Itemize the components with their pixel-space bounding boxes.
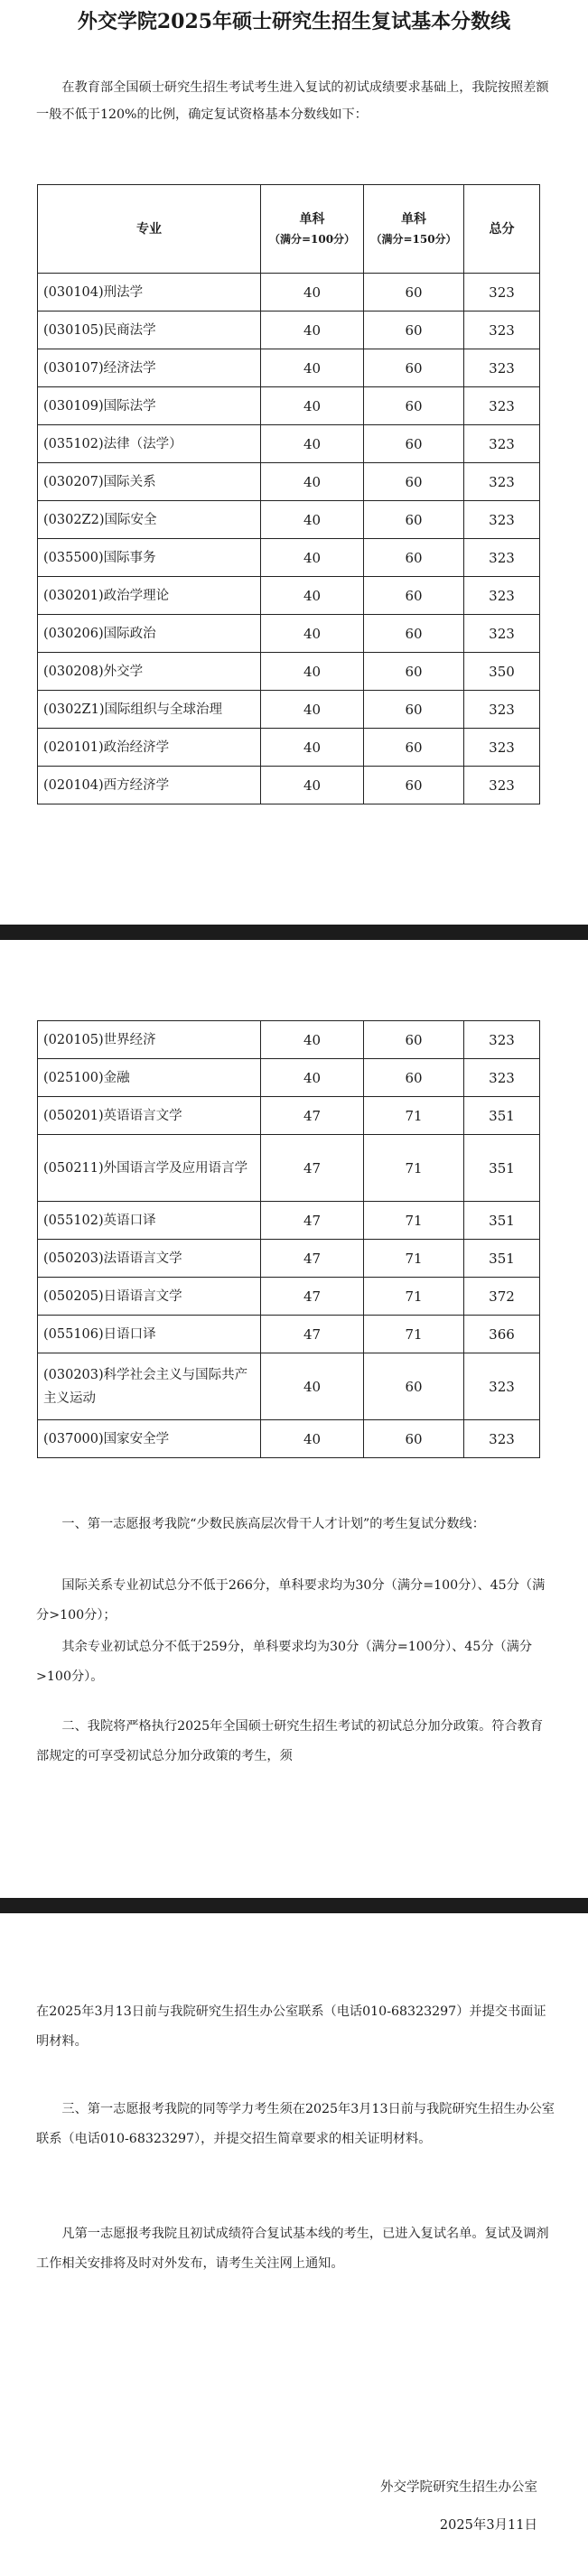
cell-major: (030201)政治学理论 [38, 577, 261, 615]
cell-single-100: 47 [261, 1278, 364, 1316]
cell-single-100: 40 [261, 615, 364, 653]
cell-single-150: 60 [364, 387, 464, 425]
table-row [38, 1021, 540, 1059]
cell-single-150: 71 [364, 1278, 464, 1316]
cell-single-150: 60 [364, 729, 464, 767]
cell-major: (030105)民商法学 [38, 312, 261, 349]
cell-single-150: 60 [364, 577, 464, 615]
cell-single-100: 40 [261, 463, 364, 501]
score-table-part1 [37, 184, 540, 804]
table-row [38, 577, 540, 615]
cell-single-150: 60 [364, 1353, 464, 1420]
cell-single-150: 60 [364, 312, 464, 349]
cell-single-150: 60 [364, 767, 464, 804]
cell-major: (025100)金融 [38, 1059, 261, 1097]
cell-single-100: 47 [261, 1202, 364, 1240]
cell-single-100: 40 [261, 387, 364, 425]
table-row [38, 1278, 540, 1316]
table-row [38, 1353, 540, 1420]
cell-single-150: 60 [364, 463, 464, 501]
cell-single-100: 40 [261, 501, 364, 539]
cell-single-150: 71 [364, 1316, 464, 1353]
cell-total: 323 [464, 539, 540, 577]
cell-single-100: 40 [261, 1353, 364, 1420]
cell-total: 323 [464, 425, 540, 463]
table-row [38, 1135, 540, 1202]
cell-single-150: 60 [364, 1021, 464, 1059]
cell-major: (030208)外交学 [38, 653, 261, 691]
cell-major: (020104)西方经济学 [38, 767, 261, 804]
header-single-150-label: 单科 [401, 211, 426, 227]
cell-total: 323 [464, 1353, 540, 1420]
cell-total: 323 [464, 577, 540, 615]
cell-major: (030107)经济法学 [38, 349, 261, 387]
cell-major: (0302Z2)国际安全 [38, 501, 261, 539]
cell-total: 323 [464, 615, 540, 653]
table-row [38, 1316, 540, 1353]
cell-total: 350 [464, 653, 540, 691]
cell-single-100: 40 [261, 425, 364, 463]
table-row [38, 349, 540, 387]
cell-single-100: 40 [261, 1059, 364, 1097]
table-row [38, 729, 540, 767]
header-single-100-sub: （满分=100分） [268, 232, 356, 246]
cell-major: (037000)国家安全学 [38, 1420, 261, 1458]
cell-single-100: 40 [261, 312, 364, 349]
cell-single-150: 71 [364, 1097, 464, 1135]
cell-major: (050211)外国语言学及应用语言学 [38, 1135, 261, 1202]
cell-major: (035500)国际事务 [38, 539, 261, 577]
cell-single-150: 60 [364, 691, 464, 729]
intro-paragraph: 在教育部全国硕士研究生招生考试考生进入复试的初试成绩要求基础上，我院按照差额一般不低于120%的比例，确定复试资格基本分数线如下： [36, 80, 549, 122]
cell-total: 323 [464, 501, 540, 539]
cell-single-150: 60 [364, 1059, 464, 1097]
note-item3: 三、第一志愿报考我院的同等学力考生须在2025年3月13日前与我院研究生招生办公室联系（电话010-68323297），并提交招生简章要求的相关证明材料。 [36, 2102, 555, 2146]
cell-major: (035102)法律（法学） [38, 425, 261, 463]
cell-single-150: 60 [364, 274, 464, 312]
table-row [38, 539, 540, 577]
cell-single-100: 40 [261, 1420, 364, 1458]
cell-single-100: 47 [261, 1135, 364, 1202]
table-row [38, 501, 540, 539]
cell-single-100: 47 [261, 1097, 364, 1135]
cell-single-100: 40 [261, 1021, 364, 1059]
cell-total: 323 [464, 767, 540, 804]
cell-total: 323 [464, 691, 540, 729]
cell-single-100: 40 [261, 539, 364, 577]
cell-total: 323 [464, 1059, 540, 1097]
cell-single-100: 40 [261, 349, 364, 387]
header-major: 专业 [38, 185, 261, 274]
cell-single-150: 71 [364, 1135, 464, 1202]
cell-single-100: 40 [261, 274, 364, 312]
signature-date: 2025年3月11日 [439, 2518, 537, 2533]
header-single-100 [261, 185, 364, 274]
header-single-150 [364, 185, 464, 274]
note-item1-heading: 一、第一志愿报考我院“少数民族高层次骨干人才计划”的考生复试分数线： [61, 1517, 485, 1531]
cell-total: 323 [464, 274, 540, 312]
cell-major: (055106)日语口译 [38, 1316, 261, 1353]
table-row [38, 653, 540, 691]
table-row [38, 615, 540, 653]
cell-major: (0302Z1)国际组织与全球治理 [38, 691, 261, 729]
cell-major: (050201)英语语言文学 [38, 1097, 261, 1135]
table-row [38, 767, 540, 804]
table-row [38, 387, 540, 425]
cell-major: (050205)日语语言文学 [38, 1278, 261, 1316]
table-row [38, 691, 540, 729]
note-item1-ir: 国际关系专业初试总分不低于266分，单科要求均为30分（满分=100分）、45分（满分>100分）； [36, 1578, 546, 1623]
cell-single-100: 47 [261, 1316, 364, 1353]
cell-single-100: 47 [261, 1240, 364, 1278]
cell-total: 323 [464, 387, 540, 425]
cell-single-100: 40 [261, 577, 364, 615]
cell-major: (030203)科学社会主义与国际共产主义运动 [38, 1353, 261, 1420]
score-table-part2 [37, 1020, 540, 1458]
table-row [38, 1097, 540, 1135]
table-row [38, 312, 540, 349]
cell-major: (030104)刑法学 [38, 274, 261, 312]
table-row [38, 1240, 540, 1278]
cell-major: (020101)政治经济学 [38, 729, 261, 767]
table-row [38, 1420, 540, 1458]
page-divider [0, 925, 588, 940]
cell-single-150: 71 [364, 1240, 464, 1278]
cell-single-100: 40 [261, 653, 364, 691]
score-table-body-part2 [38, 1021, 540, 1458]
cell-total: 366 [464, 1316, 540, 1353]
cell-total: 351 [464, 1097, 540, 1135]
score-table-body-part1 [38, 274, 540, 804]
cell-total: 323 [464, 1420, 540, 1458]
cell-single-100: 40 [261, 729, 364, 767]
header-single-100-label: 单科 [299, 211, 325, 227]
cell-single-150: 71 [364, 1202, 464, 1240]
cell-single-100: 40 [261, 767, 364, 804]
header-total: 总分 [464, 185, 540, 274]
cell-total: 323 [464, 312, 540, 349]
cell-total: 323 [464, 463, 540, 501]
note-closing: 凡第一志愿报考我院且初试成绩符合复试基本线的考生，已进入复试名单。复试及调剂工作相关安排将及时对外发布，请考生关注网上通知。 [36, 2227, 549, 2271]
cell-total: 323 [464, 349, 540, 387]
table-row [38, 1202, 540, 1240]
page-title: 外交学院2025年硕士研究生招生复试基本分数线 [77, 10, 511, 33]
cell-single-150: 60 [364, 615, 464, 653]
table-row [38, 463, 540, 501]
table-header-row [38, 185, 540, 274]
cell-total: 351 [464, 1202, 540, 1240]
cell-major: (030109)国际法学 [38, 387, 261, 425]
cell-single-150: 60 [364, 653, 464, 691]
note-item2-part2: 在2025年3月13日前与我院研究生招生办公室联系（电话010-68323297）并提交书面证明材料。 [36, 2004, 546, 2049]
note-item1-other: 其余专业初试总分不低于259分，单科要求均为30分（满分=100分）、45分（满分>100分）。 [36, 1640, 533, 1684]
cell-total: 372 [464, 1278, 540, 1316]
cell-single-150: 60 [364, 539, 464, 577]
signature-office: 外交学院研究生招生办公室 [380, 2480, 537, 2495]
page-divider [0, 1898, 588, 1913]
cell-single-150: 60 [364, 349, 464, 387]
cell-single-150: 60 [364, 425, 464, 463]
cell-major: (050203)法语语言文学 [38, 1240, 261, 1278]
cell-single-150: 60 [364, 1420, 464, 1458]
table-row [38, 1059, 540, 1097]
note-item2-part1: 二、我院将严格执行2025年全国硕士研究生招生考试的初试总分加分政策。符合教育部规定的可享受初试总分加分政策的考生，须 [36, 1719, 544, 1763]
cell-total: 351 [464, 1240, 540, 1278]
table-row [38, 274, 540, 312]
cell-major: (020105)世界经济 [38, 1021, 261, 1059]
cell-total: 351 [464, 1135, 540, 1202]
cell-total: 323 [464, 729, 540, 767]
cell-major: (055102)英语口译 [38, 1202, 261, 1240]
table-row [38, 425, 540, 463]
cell-single-100: 40 [261, 691, 364, 729]
cell-major: (030206)国际政治 [38, 615, 261, 653]
cell-total: 323 [464, 1021, 540, 1059]
cell-major: (030207)国际关系 [38, 463, 261, 501]
header-single-150-sub: （满分=150分） [370, 232, 457, 246]
cell-single-150: 60 [364, 501, 464, 539]
